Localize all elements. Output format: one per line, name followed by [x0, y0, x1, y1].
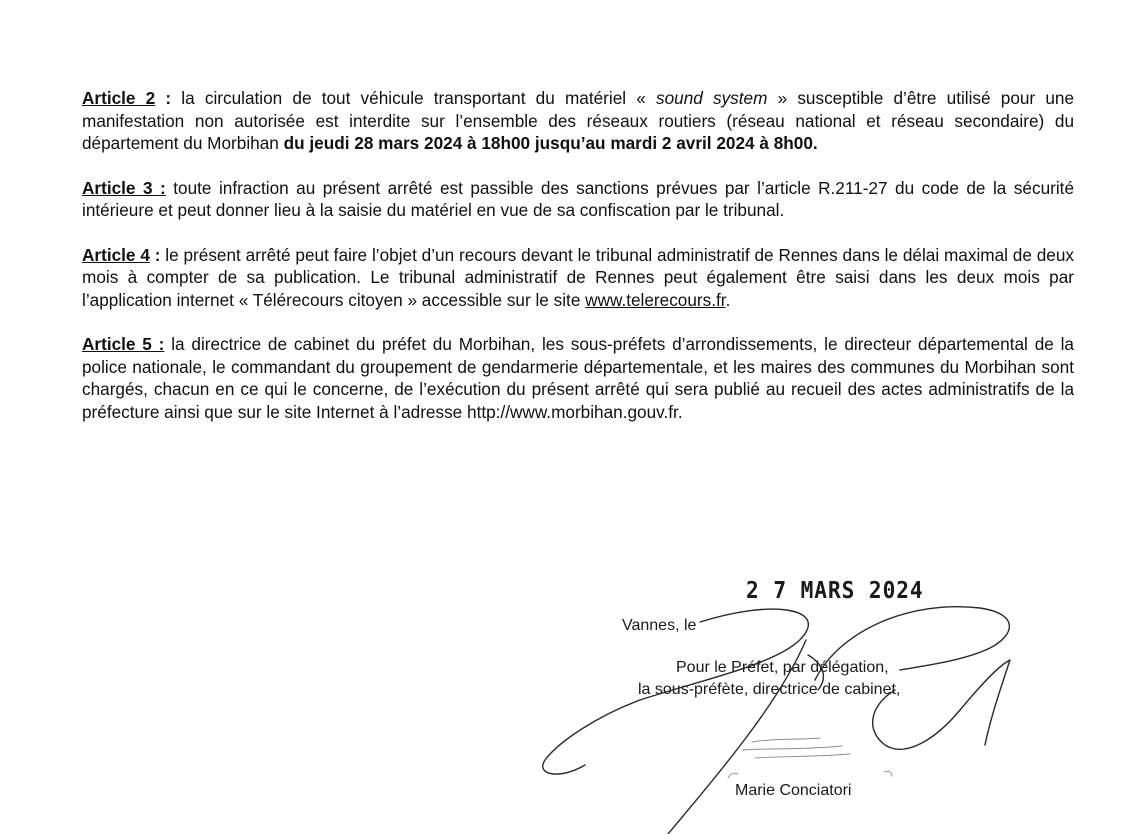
- article-2: [82, 87, 1074, 155]
- signature-right-flourish: [873, 660, 1010, 749]
- faint-mark-1: [752, 738, 820, 742]
- date-stamp: 2 7 MARS 2024: [746, 578, 924, 604]
- article-3: [82, 177, 1074, 222]
- article-2-label: Article 2: [82, 88, 156, 108]
- faint-mark-2: [742, 746, 842, 750]
- delegation-line-2: la sous-préfète, directrice de cabinet,: [638, 681, 901, 698]
- faint-mark-4: [728, 773, 738, 778]
- article-3-label: Article 3 :: [82, 177, 166, 198]
- signer-name: Marie Conciatori: [735, 782, 852, 799]
- article-3-text: toute infraction au présent arrêté est passible des sanctions prévues par l’article R.211-27 du code de la sécurité intérieure et peut donner lieu à la saisie du matériel en vue de sa confiscation par le tribunal.: [82, 177, 1075, 220]
- article-4-colon: :: [149, 244, 161, 265]
- faint-mark-5: [884, 771, 892, 776]
- article-5-label: Article 5 :: [82, 334, 165, 354]
- delegation-line-1: Pour le Préfet, par délégation,: [676, 659, 889, 676]
- article-5: [82, 333, 1074, 423]
- article-4-label: Article 4: [82, 244, 150, 265]
- faint-mark-3: [755, 754, 850, 758]
- article-2-text-start: la circulation de tout véhicule transportant du matériel «: [171, 88, 656, 108]
- article-2-bold-dates: du jeudi 28 mars 2024 à 18h00 jusqu’au mardi 2 avril 2024 à 8h00.: [283, 133, 818, 153]
- article-2-italic-term: sound system: [655, 88, 768, 108]
- article-2-colon: :: [155, 88, 172, 108]
- place-label: Vannes, le: [622, 617, 697, 634]
- article-4: [82, 244, 1074, 312]
- article-4-text-end: .: [725, 289, 731, 310]
- article-5-text: la directrice de cabinet du préfet du Morbihan, les sous-préfets d’arrondissements, le directeur départemental de la police nationale, le commandant du groupement de gendarmerie départementale, et les maires des communes du Morbihan sont chargés, chacun en ce qui le concerne, de l’exécution du présent arrêté qui sera publié au recueil des actes administratifs de la préfecture ainsi que sur le site Internet à l’adresse http://www.morbihan.gouv.fr.: [82, 334, 1074, 422]
- article-2-text-middle: » susceptible d’être utilisé pour une manifestation non autorisée est interdite sur l’ensemble des réseaux routiers (réseau national et réseau secondaire) du département du Morbihan: [82, 88, 1075, 153]
- telerecours-link[interactable]: www.telerecours.fr: [585, 289, 726, 310]
- document-body: [82, 87, 1074, 445]
- article-4-text: le présent arrêté peut faire l’objet d’un recours devant le tribunal administratif de Rennes dans le délai maximal de deux mois à compter de sa publication. Le tribunal administratif de Rennes peut également être saisi dans les deux mois par l’application internet « Télérecours citoyen » accessible sur le site: [82, 244, 1075, 310]
